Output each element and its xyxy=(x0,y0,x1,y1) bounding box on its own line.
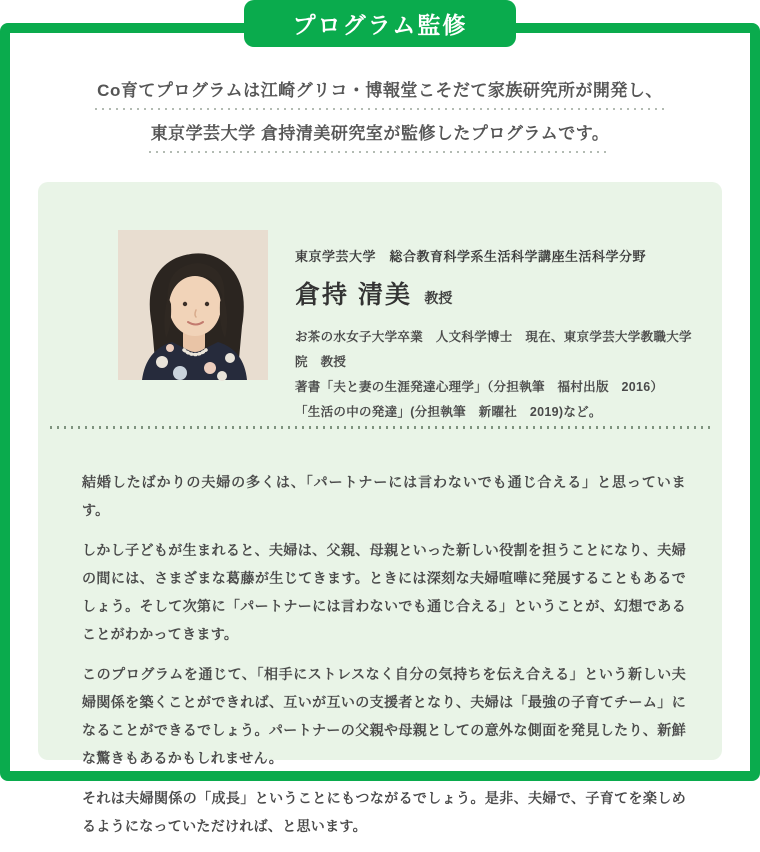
message-paragraph-3: このプログラムを通じて、「相手にストレスなく自分の気持ちを伝え合える」という新しい夫婦関係を築くことができれば、互いが互いの支援者となり、夫婦は「最強の子育てチーム」になることができるでしょう。パートナーの父親や母親としての意外な側面を発見したり、新鮮な驚きもあるかもしれません。 xyxy=(82,666,686,766)
supervisor-photo xyxy=(118,230,268,380)
message-paragraph-2: しかし子どもが生まれると、夫婦は、父親、母親といった新しい役割を担うことになり、夫婦の間には、さまざまな葛藤が生じてきます。ときには深刻な夫婦喧嘩に発展することもあるでしょう。そして次第に「パートナーには言わないでも通じ合える」ということが、幻想であることがわかってきます。 xyxy=(82,542,686,642)
intro-line-2: 東京学芸大学 倉持清美研究室が監修したプログラムです。 xyxy=(149,119,612,153)
supervisor-bio xyxy=(295,325,694,425)
section-title: プログラム監修 xyxy=(292,12,468,38)
supervisor-profile xyxy=(295,246,694,425)
supervisor-title: 教授 xyxy=(424,290,453,306)
message-paragraph-1: 結婚したばかりの夫婦の多くは、「パートナーには言わないでも通じ合える」と思っています。 xyxy=(82,474,686,518)
message-paragraph-4: それは夫婦関係の「成長」ということにもつながるでしょう。是非、夫婦で、子育てを楽しめるようになっていただければ、と思います。 xyxy=(82,790,686,834)
supervisor-affiliation: 東京学芸大学 総合教育科学系生活科学講座生活科学分野 xyxy=(295,249,647,264)
bio-line-2: 著書「夫と妻の生涯発達心理学」（分担執筆 福村出版 2016） xyxy=(295,380,664,394)
supervisor-name-row xyxy=(295,275,694,311)
supervisor-message xyxy=(82,468,686,852)
intro-block xyxy=(20,76,740,162)
dotted-divider xyxy=(50,426,710,429)
bio-line-1: お茶の水女子大学卒業 人文科学博士 現在、東京学芸大学教職大学院 教授 xyxy=(295,330,692,369)
bio-line-3: 「生活の中の発達」(分担執筆 新曜社 2019)など。 xyxy=(295,405,602,419)
supervisor-card xyxy=(38,182,722,834)
supervisor-name: 倉持 清美 xyxy=(295,281,412,309)
section-title-badge xyxy=(244,0,516,47)
intro-line-1: Co育てプログラムは江崎グリコ・博報堂こそだて家族研究所が開発し、 xyxy=(95,76,665,110)
